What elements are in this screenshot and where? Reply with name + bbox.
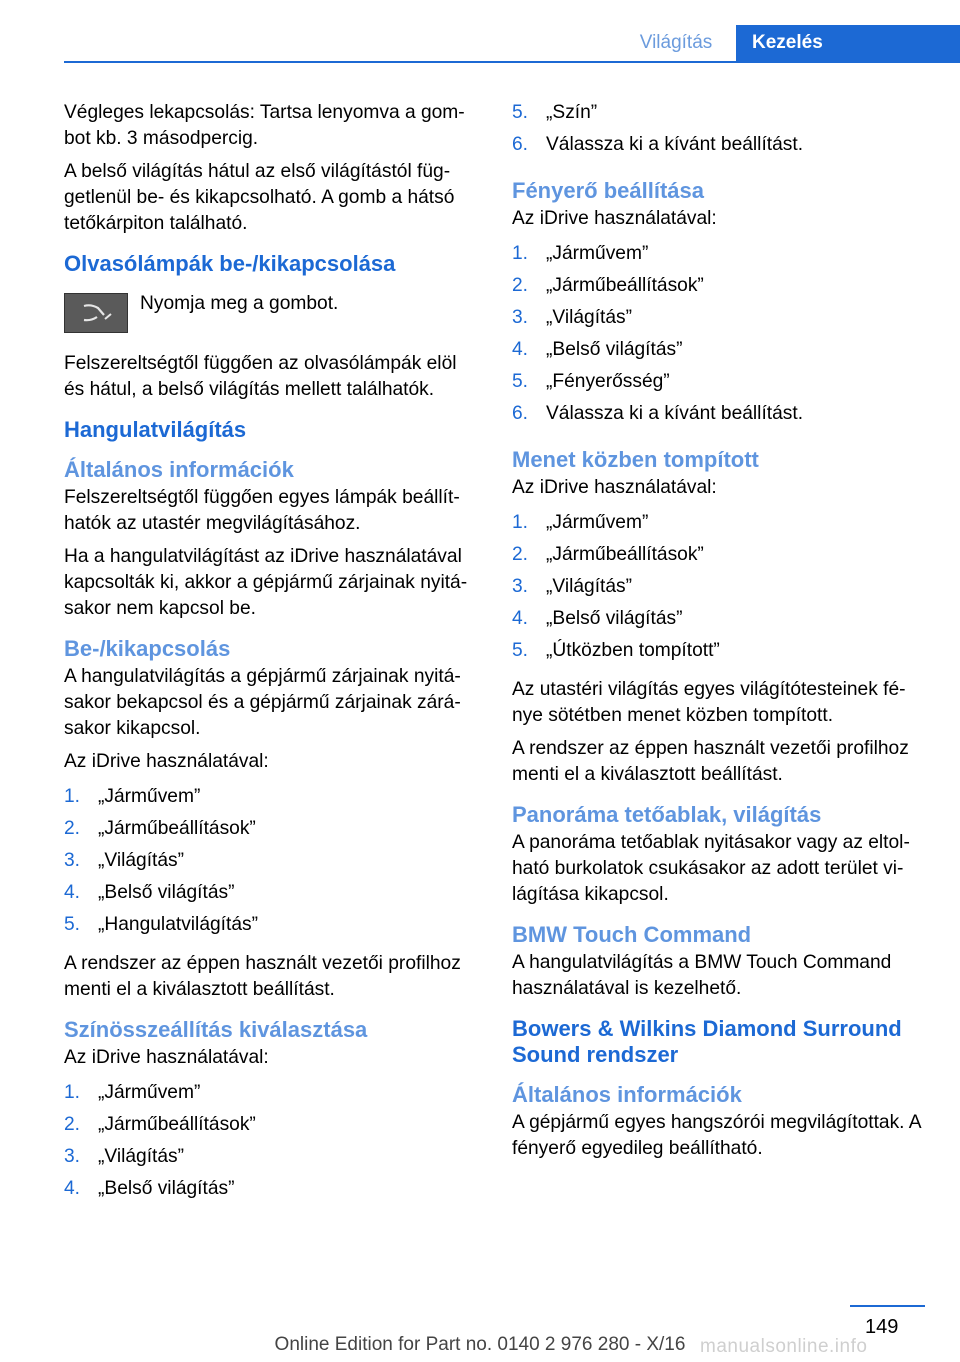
step-text: „Járművem” [546, 243, 649, 264]
list-item [512, 305, 924, 337]
subheading-color-selection: Színösszeállítás kiválasztása [64, 1017, 368, 1042]
step-text: „Járműbeállítások” [546, 544, 704, 565]
step-number: 3. [64, 1146, 81, 1167]
reading-lamp-instruction: Nyomja meg a gombot. [140, 293, 339, 314]
list-item [64, 880, 478, 912]
list-item [64, 912, 478, 944]
step-text: „Hangulatvilágítás” [98, 914, 258, 935]
list-item [512, 606, 924, 638]
steps-list-ambient [64, 784, 478, 944]
paragraph: Felszereltségtől függően az olvasólámpák elöl és hátul, a belső világítás mellett találhatók. [64, 353, 457, 400]
paragraph: A hangulatvilágítás a BMW Touch Command használatával is kezelhető. [512, 952, 892, 999]
paragraph: A rendszer az éppen használt vezetői profilhoz menti el a kiválasztott beállítást. [512, 738, 909, 785]
step-text: „Belső világítás” [546, 608, 683, 629]
edition-footer: Online Edition for Part no. 0140 2 976 280 - X/16 [274, 1334, 686, 1355]
step-text: „Világítás” [546, 576, 633, 597]
reading-lamp-button-row [64, 291, 478, 343]
step-number: 1. [64, 786, 81, 807]
paragraph: Az iDrive használatával: [512, 477, 717, 498]
right-column [512, 100, 924, 1169]
paragraph: Az utastéri világítás egyes világítótesteinek fénye sötétben menet közben tompított. [512, 679, 906, 726]
list-item [512, 574, 924, 606]
subheading-panorama-roof: Panoráma tetőablak, világítás [512, 802, 822, 827]
paragraph: Ha a hangulatvilágítást az iDrive használatával kapcsolták ki, akkor a gépjármű zárjainak nyitásakor nem kapcsol be. [64, 546, 468, 619]
paragraph: A belső világítás hátul az első világítástól függetlenül be- és kikapcsolható. A gomb a hátsó tetőkárpiton található. [64, 161, 455, 234]
paragraph: Az iDrive használatával: [64, 751, 269, 772]
step-text: „Belső világítás” [98, 882, 235, 903]
paragraph: Végleges lekapcsolás: Tartsa lenyomva a gombot kb. 3 másodpercig. [64, 102, 465, 149]
step-text: „Járműbeállítások” [98, 818, 256, 839]
list-item [64, 1080, 478, 1112]
heading-ambient-light: Hangulatvilágítás [64, 417, 247, 442]
reading-lamp-button-icon [64, 293, 128, 333]
list-item [64, 848, 478, 880]
watermark: manualsonline.info [700, 1336, 868, 1357]
step-text: „Szín” [546, 102, 598, 123]
header-chapter-tab: Kezelés [736, 25, 960, 61]
paragraph: Az iDrive használatával: [64, 1047, 269, 1068]
step-number: 5. [512, 102, 529, 123]
paragraph: Az iDrive használatával: [512, 208, 717, 229]
step-text: Válassza ki a kívánt beállítást. [546, 403, 804, 424]
step-text: „Belső világítás” [546, 339, 683, 360]
list-item [512, 542, 924, 574]
subheading-brightness: Fényerő beállítása [512, 178, 704, 203]
step-number: 4. [512, 608, 529, 629]
subheading-on-off: Be-/kikapcsolás [64, 636, 231, 661]
step-number: 2. [512, 544, 529, 565]
steps-list-brightness [512, 241, 924, 433]
subheading-general-info: Általános információk [64, 457, 294, 482]
header-rule [64, 61, 960, 63]
subheading-dimmed-while-driving: Menet közben tompított [512, 447, 759, 472]
step-number: 3. [512, 307, 529, 328]
step-number: 5. [512, 640, 529, 661]
list-item [512, 132, 924, 164]
step-number: 3. [64, 850, 81, 871]
step-number: 2. [64, 1114, 81, 1135]
step-text: „Világítás” [546, 307, 633, 328]
paragraph: Felszereltségtől függően egyes lámpák beállíthatók az utastér megvilágításához. [64, 487, 460, 534]
list-item [512, 510, 924, 542]
list-item [64, 1144, 478, 1176]
heading-reading-lamps: Olvasólámpák be-/kikapcsolása [64, 251, 396, 276]
step-number: 2. [64, 818, 81, 839]
list-item [512, 241, 924, 273]
step-text: „Világítás” [98, 850, 185, 871]
list-item [64, 1176, 478, 1208]
list-item [64, 816, 478, 848]
step-number: 2. [512, 275, 529, 296]
step-number: 5. [512, 371, 529, 392]
list-item [512, 638, 924, 670]
step-text: Válassza ki a kívánt beállítást. [546, 134, 804, 155]
step-text: „Járművem” [546, 512, 649, 533]
step-text: „Járműbeállítások” [546, 275, 704, 296]
step-number: 6. [512, 403, 529, 424]
footer-rule [850, 1305, 925, 1307]
step-number: 4. [64, 882, 81, 903]
step-text: „Belső világítás” [98, 1178, 235, 1199]
step-number: 4. [512, 339, 529, 360]
step-number: 5. [64, 914, 81, 935]
step-text: „Járműbeállítások” [98, 1114, 256, 1135]
paragraph: A hangulatvilágítás a gépjármű zárjainak nyitásakor bekapcsol és a gépjármű zárjainak zárásakor kikapcsol. [64, 666, 461, 739]
step-number: 4. [64, 1178, 81, 1199]
heading-bowers-wilkins: Bowers & Wilkins Diamond Surround Sound rendszer [512, 1016, 902, 1067]
list-item [512, 337, 924, 369]
step-number: 6. [512, 134, 529, 155]
steps-list-dimmed [512, 510, 924, 670]
list-item [512, 100, 924, 132]
step-text: „Járművem” [98, 786, 201, 807]
subheading-general-info: Általános információk [512, 1082, 742, 1107]
step-number: 1. [512, 512, 529, 533]
step-text: „Fényerősség” [546, 371, 670, 392]
list-item [64, 784, 478, 816]
step-text: „Útközben tompított” [546, 640, 720, 661]
subheading-touch-command: BMW Touch Command [512, 922, 752, 947]
paragraph: A gépjármű egyes hangszórói megvilágítottak. A fényerő egyedileg beállítható. [512, 1112, 921, 1159]
list-item [512, 369, 924, 401]
step-text: „Világítás” [98, 1146, 185, 1167]
left-column [64, 100, 478, 1215]
steps-list-color-cont [512, 100, 924, 164]
list-item [512, 273, 924, 305]
step-number: 3. [512, 576, 529, 597]
page-number: 149 [865, 1316, 899, 1338]
step-number: 1. [64, 1082, 81, 1103]
paragraph: A rendszer az éppen használt vezetői profilhoz menti el a kiválasztott beállítást. [64, 953, 461, 1000]
header-section-tab: Világítás [639, 32, 713, 53]
list-item [512, 401, 924, 433]
step-number: 1. [512, 243, 529, 264]
paragraph: A panoráma tetőablak nyitásakor vagy az eltolható burkolatok csukásakor az adott terület világítása kikapcsol. [512, 832, 910, 905]
list-item [64, 1112, 478, 1144]
step-text: „Járművem” [98, 1082, 201, 1103]
steps-list-color [64, 1080, 478, 1208]
